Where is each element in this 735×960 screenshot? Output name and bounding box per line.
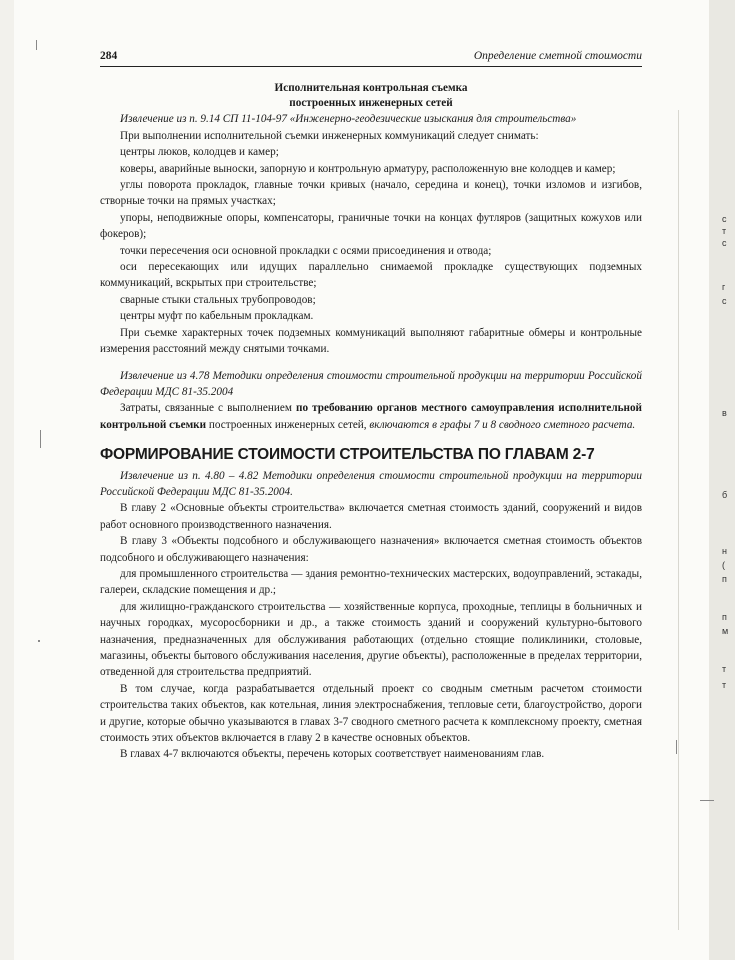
page-number: 284 (100, 50, 118, 62)
scan-mark (36, 40, 37, 50)
bleed-letter: с (722, 238, 727, 248)
bleed-letter: н (722, 546, 727, 556)
book-page (100, 48, 642, 763)
list-item: точки пересечения оси основной прокладки с осями присоединения и отвода; (120, 244, 492, 257)
bleed-letter: т (722, 226, 727, 236)
section-title-line2: построенных инженерных сетей (289, 97, 453, 110)
extract-reference: Извлечение из 4.78 Методики определения стоимости строительной продукции на территории Российской Федерации МДС 81-35.2004 (100, 369, 642, 398)
text-run: построенных инженерных сетей, (206, 418, 370, 431)
extract-reference: Извлечение из п. 9.14 СП 11-104-97 «Инженерно-геодезические изыскания для строительства» (120, 113, 577, 126)
bleed-letter: г (722, 282, 726, 292)
bleed-letter: с (722, 296, 727, 306)
bold-run: по требованию органов местного самоуправления исполнительной контрольной съемки (100, 402, 642, 431)
paragraph: для жилищно-гражданского строительства — хозяйственные корпуса, проходные, теплицы в больничных и научных городках, мусоросборники и др., а также стоимость зданий и сооружений культурно-бытового назначения, предназначенных для обслуживания работающих (отдельно стоящие поликлиники, столовые, магазины, объекты бытового обслуживания населения, другие объекты), расположенные в пределах территории, отведенной для строительства предприятий. (100, 600, 642, 679)
page-header (100, 48, 642, 67)
scan-mark (700, 800, 714, 801)
bleed-letter: п (722, 612, 727, 622)
facing-page-edge (709, 0, 735, 960)
italic-run: включаются в графы 7 и 8 сводного сметного расчета. (369, 418, 636, 431)
bleed-letter: т (722, 664, 727, 674)
paragraph: При съемке характерных точек подземных коммуникаций выполняют габаритные обмеры и контрольные измерения расстояний между снятыми точками. (100, 326, 642, 356)
bleed-letter: в (722, 408, 727, 418)
paragraph: При выполнении исполнительной съемки инженерных коммуникаций следует снимать: (120, 129, 539, 142)
paragraph-mixed (100, 400, 642, 433)
list-item: упоры, неподвижные опоры, компенсаторы, граничные точки на концах футляров (защитных кожухов или фокеров); (100, 211, 642, 241)
list-item: центры люков, колодцев и камер; (120, 146, 279, 159)
paragraph: В главах 4-7 включаются объекты, перечень которых соответствует наименованиям глав. (120, 748, 545, 761)
list-item: углы поворота прокладок, главные точки кривых (начало, середина и конец), точки изломов и изгибов, створные точки на прямых участках; (100, 179, 642, 208)
chapter-heading: ФОРМИРОВАНИЕ СТОИМОСТИ СТРОИТЕЛЬСТВА ПО ГЛАВАМ 2-7 (100, 446, 595, 464)
spacer (100, 358, 642, 368)
list-item: оси пересекающих или идущих параллельно снимаемой прокладке существующих подземных коммуникаций, вскрытых при строительстве; (100, 261, 642, 290)
scan-mark (40, 430, 41, 448)
paragraph: В главу 2 «Основные объекты строительства» включается сметная стоимость зданий, сооружений и видов работ основного производственного назначения. (100, 502, 642, 531)
scan-mark (676, 740, 677, 754)
text-run: Затраты, связанные с выполнением (120, 402, 297, 415)
paragraph: В главу 3 «Объекты подсобного и обслуживающего назначения» включается сметная стоимость объектов подсобного и обслуживающего назначения: (100, 535, 642, 564)
bleed-letter: т (722, 680, 727, 690)
extract-reference: Извлечение из п. 4.80 – 4.82 Методики определения стоимости строительной продукции на территории Российской Федерации МДС 81-35.2004. (100, 469, 642, 498)
bleed-letter: ( (722, 560, 725, 570)
list-item: коверы, аварийные выноски, запорную и контрольную арматуру, расположенную вне колодцев и камер; (120, 162, 616, 175)
scan-mark (38, 640, 40, 642)
section-title-line1: Исполнительная контрольная съемка (274, 82, 468, 95)
list-item: центры муфт по кабельным прокладкам. (120, 310, 314, 323)
bleed-letter: м (722, 626, 729, 636)
paragraph: В том случае, когда разрабатывается отдельный проект со сводным сметным расчетом стоимости строительства таких объектов, как котельная, линия электроснабжения, тепловые сети, благоустройство, дороги и другие, которые обычно указываются в главах 3-7 сводного сметного расчета к комплексному проекту, сметная стоимость этих объектов включается в главу 2 в качестве основных объектов. (100, 682, 642, 745)
bleed-letter: п (722, 574, 727, 584)
running-title: Определение сметной стоимости (473, 50, 642, 62)
bleed-letter: с (722, 214, 727, 224)
paragraph: для промышленного строительства — здания ремонтно-технических мастерских, водоуправлений, эстакады, галереи, складские помещения и др.; (100, 567, 642, 597)
gutter-line (678, 110, 679, 930)
bleed-letter: б (722, 490, 728, 500)
list-item: сварные стыки стальных трубопроводов; (120, 293, 316, 306)
